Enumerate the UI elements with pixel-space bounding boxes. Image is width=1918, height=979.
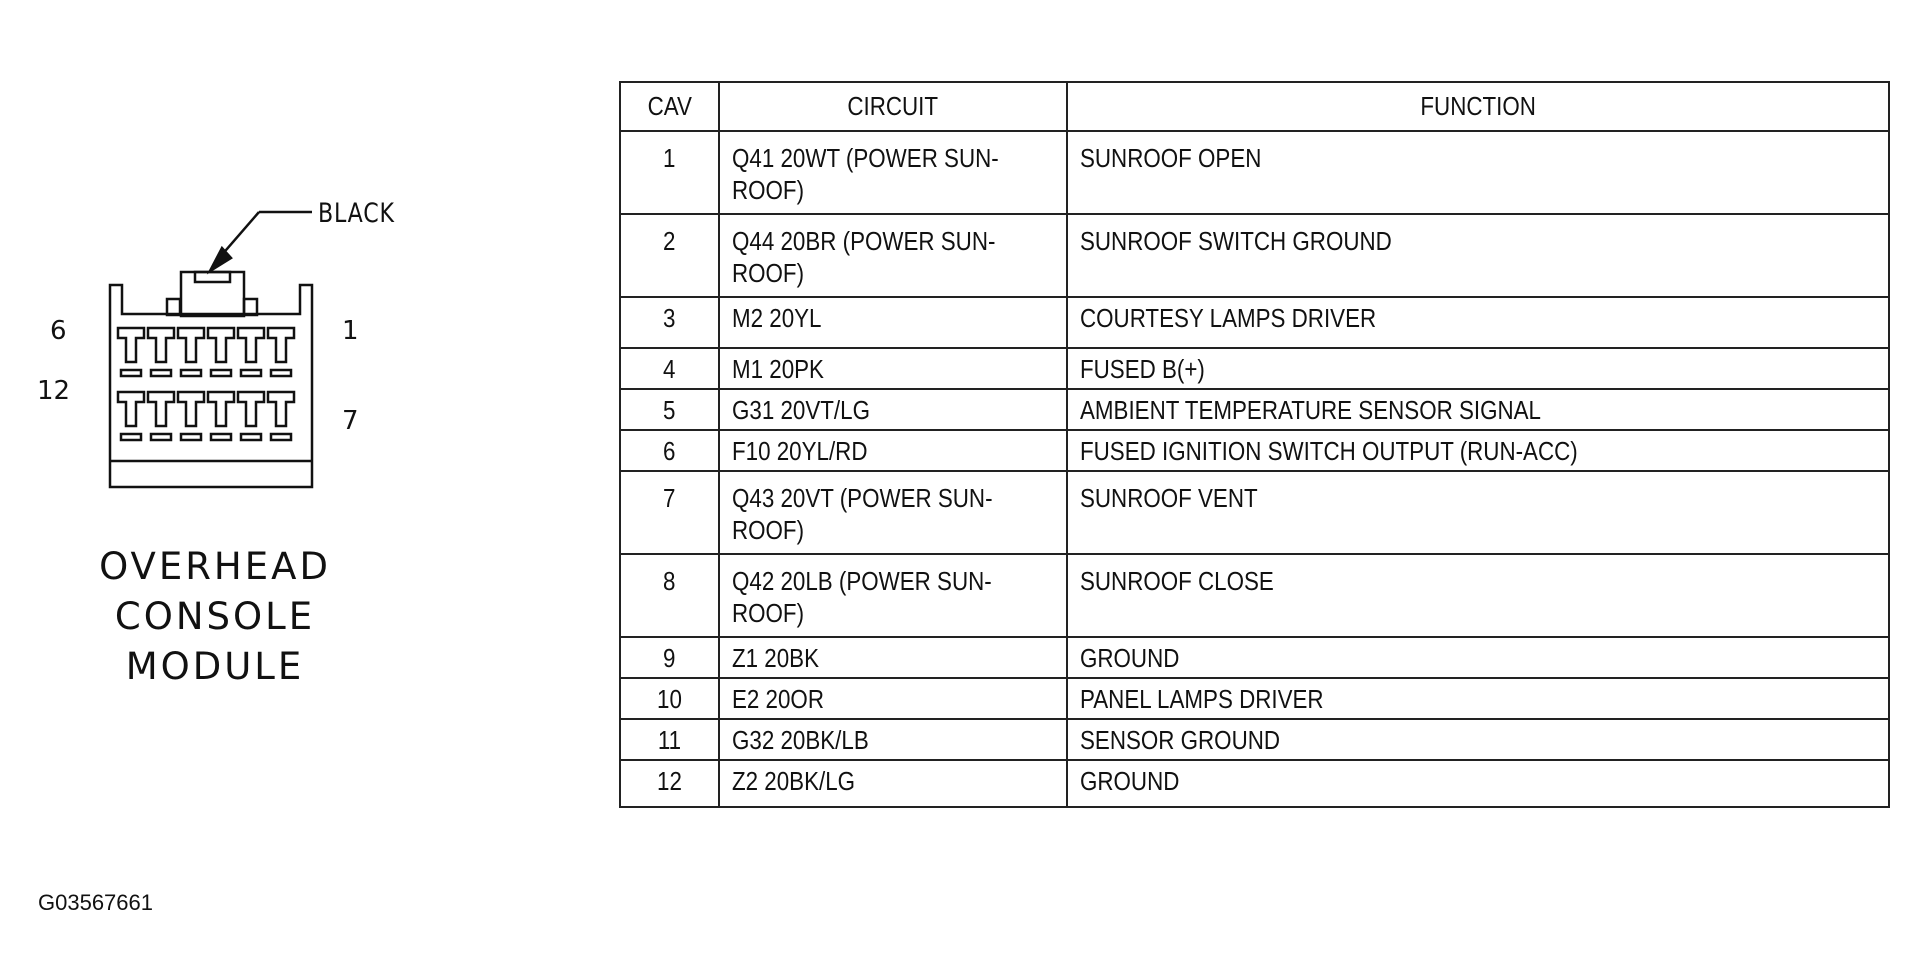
cell-function: SENSOR GROUND [1067,719,1889,760]
table-row [620,760,1889,807]
cell-cav: 8 [620,554,719,637]
cell-cav: 7 [620,471,719,554]
module-title [70,542,360,692]
figure-id: G03567661 [38,890,153,915]
pin-cavity [268,392,294,426]
cell-function: AMBIENT TEMPERATURE SENSOR SIGNAL [1067,389,1889,430]
cell-circuit: Q43 20VT (POWER SUN- ROOF) [719,471,1067,554]
pin-label-6: 6 [50,316,67,346]
cell-function: SUNROOF OPEN [1067,131,1889,214]
cell-function: COURTESY LAMPS DRIVER [1067,297,1889,348]
cell-function: FUSED IGNITION SWITCH OUTPUT (RUN-ACC) [1067,430,1889,471]
table-row [620,389,1889,430]
pin-cavity [208,392,234,426]
cell-circuit: Z2 20BK/LG [719,760,1067,807]
pin-cavity [178,392,204,426]
pin-cavity [208,328,234,362]
pin-cavity [148,392,174,426]
cell-circuit: G31 20VT/LG [719,389,1067,430]
pin-label-12: 12 [37,376,71,406]
header-function: FUNCTION [1067,82,1889,131]
cell-cav: 1 [620,131,719,214]
cell-circuit: G32 20BK/LB [719,719,1067,760]
cell-circuit: M1 20PK [719,348,1067,389]
connector-latch [181,272,244,316]
cell-cav: 4 [620,348,719,389]
color-callout-arrow [210,212,312,271]
cell-cav: 11 [620,719,719,760]
cell-circuit: M2 20YL [719,297,1067,348]
pin-cavity [268,328,294,362]
module-title-line-2: CONSOLE [114,595,316,638]
table-row [620,678,1889,719]
cell-circuit: Q44 20BR (POWER SUN- ROOF) [719,214,1067,297]
cell-circuit: Z1 20BK [719,637,1067,678]
cell-circuit: E2 20OR [719,678,1067,719]
table-row [620,297,1889,348]
pin-label-1: 1 [342,316,359,346]
table-row [620,430,1889,471]
table-row [620,554,1889,637]
pin-cavity [118,328,144,362]
cell-cav: 3 [620,297,719,348]
cell-circuit: Q42 20LB (POWER SUN- ROOF) [719,554,1067,637]
cell-cav: 10 [620,678,719,719]
table-row [620,214,1889,297]
table-row [620,637,1889,678]
pin-cavity [178,328,204,362]
module-title-line-3: MODULE [125,645,305,688]
table-row [620,471,1889,554]
cell-function: SUNROOF VENT [1067,471,1889,554]
pin-cavity [238,392,264,426]
cell-function: PANEL LAMPS DRIVER [1067,678,1889,719]
table-header-row [620,82,1889,131]
table-row [620,131,1889,214]
cell-circuit: Q41 20WT (POWER SUN- ROOF) [719,131,1067,214]
cell-cav: 2 [620,214,719,297]
table-row [620,348,1889,389]
cell-function: GROUND [1067,760,1889,807]
header-circuit: CIRCUIT [719,82,1067,131]
cell-function: SUNROOF SWITCH GROUND [1067,214,1889,297]
pin-cavity [118,392,144,426]
cell-function: SUNROOF CLOSE [1067,554,1889,637]
cell-function: GROUND [1067,637,1889,678]
cell-circuit: F10 20YL/RD [719,430,1067,471]
pin-cavity [148,328,174,362]
cell-cav: 6 [620,430,719,471]
module-title-line-1: OVERHEAD [99,545,331,588]
cell-cav: 12 [620,760,719,807]
cell-cav: 5 [620,389,719,430]
header-cav: CAV [620,82,719,131]
connector-color-label: BLACK [318,198,395,229]
pin-cavity [238,328,264,362]
pinout-table [619,81,1890,808]
cell-cav: 9 [620,637,719,678]
table-row [620,719,1889,760]
pin-label-7: 7 [342,406,359,436]
cell-function: FUSED B(+) [1067,348,1889,389]
